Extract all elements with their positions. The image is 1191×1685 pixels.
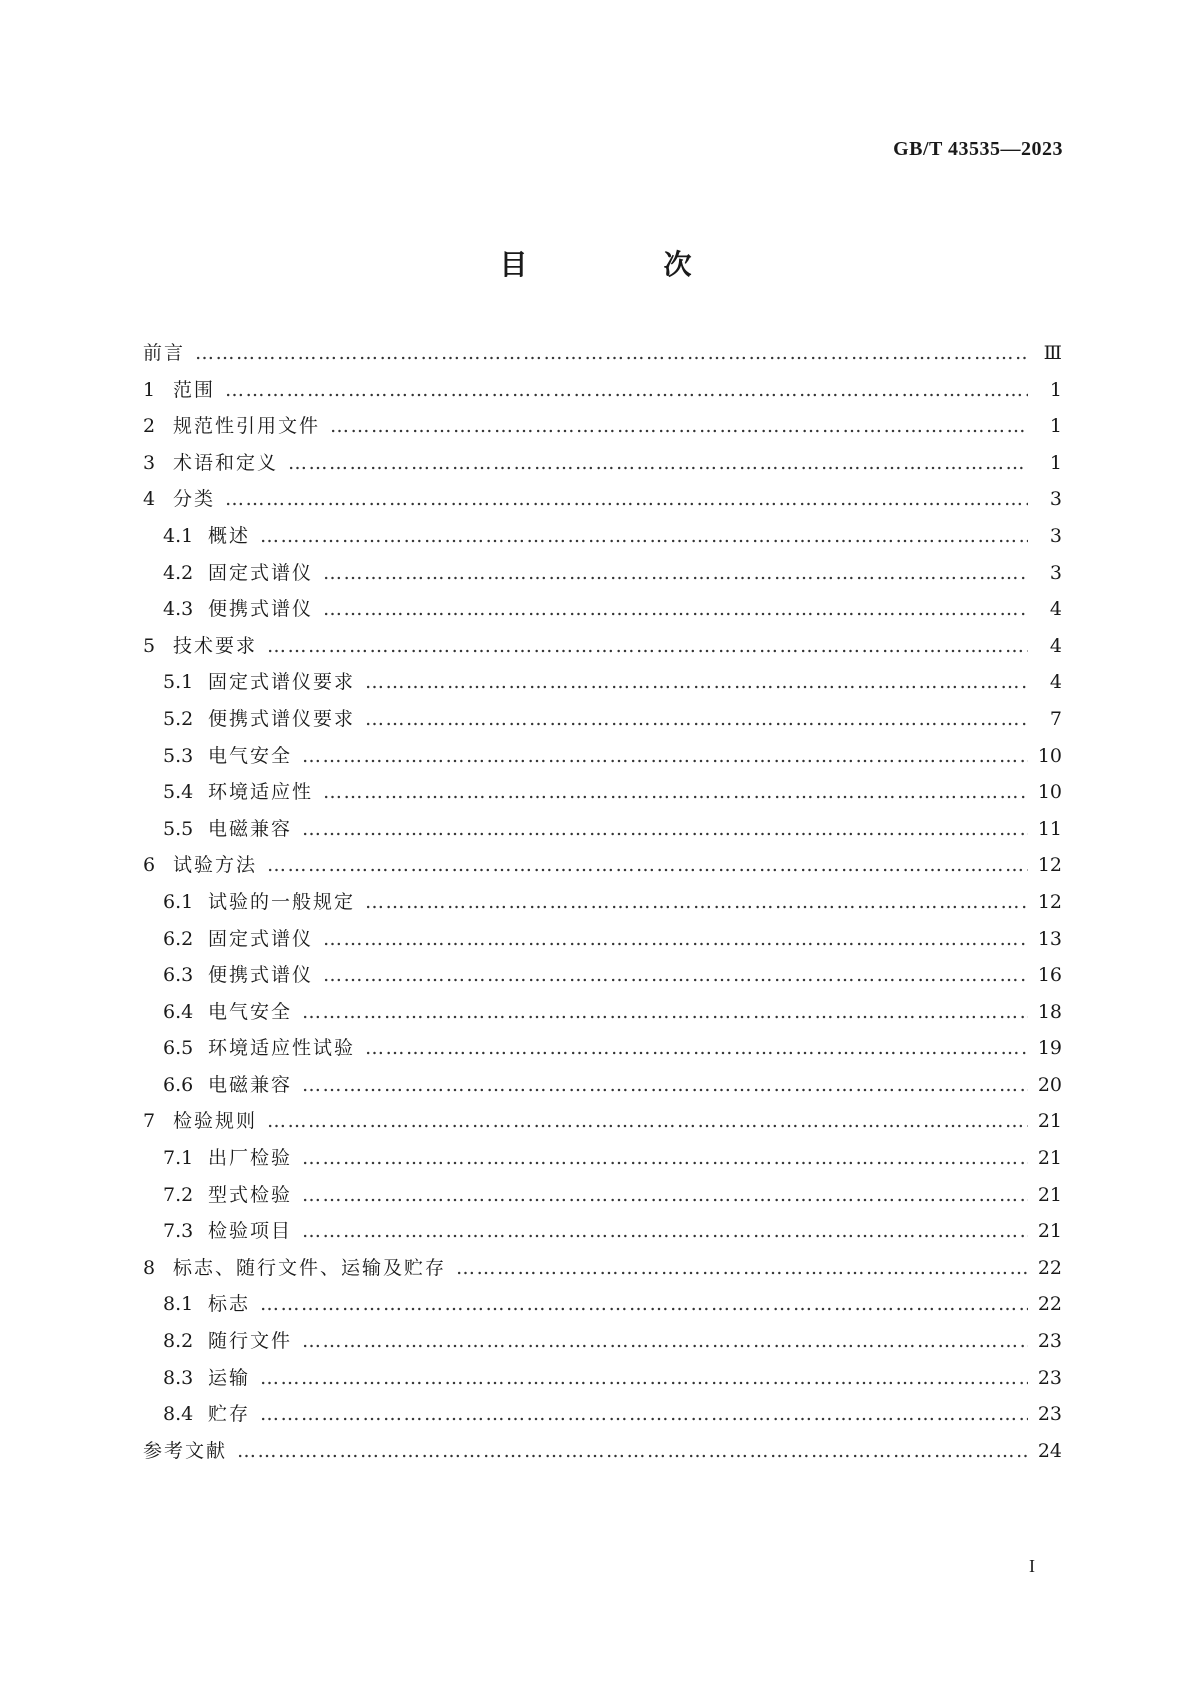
toc-entry-number: 6.4	[163, 1000, 194, 1023]
toc-entry-number: 7.3	[163, 1220, 194, 1243]
toc-entry-page: 11	[1037, 817, 1062, 840]
toc-entry[interactable]	[143, 521, 1062, 558]
toc-entry[interactable]	[143, 887, 1062, 924]
toc-dot-leader	[302, 818, 1028, 840]
toc-entry-page: 23	[1037, 1330, 1062, 1353]
toc-entry-number: 6.1	[163, 890, 194, 913]
toc-entry[interactable]	[143, 1070, 1062, 1107]
toc-entry-page: 24	[1037, 1439, 1062, 1462]
toc-entry[interactable]	[143, 1289, 1062, 1326]
toc-dot-leader	[260, 1403, 1028, 1425]
toc-entry[interactable]	[143, 1363, 1062, 1400]
toc-entry-page: 16	[1037, 964, 1062, 987]
toc-entry-number: 7.1	[163, 1147, 194, 1170]
document-code: GB/T 43535—2023	[893, 138, 1063, 160]
toc-entry-page: 1	[1049, 378, 1062, 401]
toc-dot-leader	[323, 562, 1028, 584]
toc-entry[interactable]	[143, 1326, 1062, 1363]
toc-entry-number: 7.2	[163, 1183, 194, 1206]
toc-entry-page: 21	[1037, 1110, 1062, 1133]
toc-entry[interactable]	[143, 1436, 1062, 1473]
toc-entry-number: 5	[143, 634, 156, 657]
toc-entry-label: 便携式谱仪要求	[208, 707, 356, 730]
toc-entry-label: 随行文件	[208, 1330, 293, 1353]
toc-entry-page: 10	[1037, 781, 1062, 804]
toc-entry-page: 23	[1037, 1403, 1062, 1426]
toc-entry-label: 标志、随行文件、运输及贮存	[173, 1256, 447, 1279]
toc-entry-label: 试验的一般规定	[208, 890, 356, 913]
toc-entry-page: 4	[1049, 671, 1062, 694]
toc-entry-number: 6.2	[163, 927, 194, 950]
toc-entry-number: 5.3	[163, 744, 194, 767]
toc-entry-label: 环境适应性试验	[208, 1037, 356, 1060]
toc-entry-page: 19	[1037, 1037, 1062, 1060]
toc-entry-label: 固定式谱仪	[208, 927, 314, 950]
toc-entry-number: 7	[143, 1110, 156, 1133]
toc-entry-label: 范围	[173, 378, 216, 401]
toc-entry-label: 固定式谱仪	[208, 561, 314, 584]
toc-dot-leader	[302, 1147, 1028, 1169]
toc-entry-page: 10	[1037, 744, 1062, 767]
toc-dot-leader	[260, 525, 1028, 547]
toc-dot-leader	[456, 1257, 1028, 1279]
toc-dot-leader	[267, 635, 1028, 657]
toc-dot-leader	[302, 1001, 1028, 1023]
toc-entry-number: 6.3	[163, 964, 194, 987]
toc-dot-leader	[288, 452, 1028, 474]
toc-entry[interactable]	[143, 777, 1062, 814]
page-number: I	[1029, 1556, 1035, 1576]
toc-entry-label: 贮存	[208, 1403, 251, 1426]
toc-entry[interactable]	[143, 1143, 1062, 1180]
toc-dot-leader	[225, 379, 1028, 401]
toc-entry-label: 试验方法	[173, 854, 258, 877]
toc-entry-label: 电磁兼容	[208, 1073, 293, 1096]
toc-entry-label: 固定式谱仪要求	[208, 671, 356, 694]
toc-entry[interactable]	[143, 631, 1062, 668]
toc-dot-leader	[260, 1293, 1028, 1315]
toc-entry-label: 概述	[208, 524, 251, 547]
toc-entry[interactable]	[143, 1180, 1062, 1217]
toc-entry[interactable]	[143, 375, 1062, 412]
toc-entry-label: 术语和定义	[173, 451, 279, 474]
toc-entry[interactable]	[143, 338, 1062, 375]
toc-entry[interactable]	[143, 741, 1062, 778]
toc-entry-page: 4	[1049, 634, 1062, 657]
toc-entry[interactable]	[143, 850, 1062, 887]
toc-entry-page: 21	[1037, 1147, 1062, 1170]
toc-entry[interactable]	[143, 594, 1062, 631]
toc-entry-number: 8.3	[163, 1366, 194, 1389]
toc-entry-page: 1	[1049, 415, 1062, 438]
toc-dot-leader	[365, 891, 1028, 913]
toc-dot-leader	[323, 964, 1028, 986]
toc-entry-page: 18	[1037, 1000, 1062, 1023]
toc-dot-leader	[195, 342, 1028, 364]
toc-dot-leader	[365, 708, 1028, 730]
toc-entry-number: 5.1	[163, 671, 194, 694]
toc-entry-label: 标志	[208, 1293, 251, 1316]
toc-entry-number: 5.4	[163, 781, 194, 804]
toc-entry-number: 2	[143, 415, 156, 438]
toc-entry-number: 4.2	[163, 561, 194, 584]
toc-dot-leader	[267, 1110, 1028, 1132]
toc-entry[interactable]	[143, 448, 1062, 485]
toc-entry-page: 23	[1037, 1366, 1062, 1389]
toc-entry[interactable]	[143, 814, 1062, 851]
toc-entry[interactable]	[143, 1399, 1062, 1436]
toc-entry-label: 规范性引用文件	[173, 415, 321, 438]
page-title: 目 次	[499, 248, 746, 281]
toc-entry-number: 3	[143, 451, 156, 474]
toc-entry[interactable]	[143, 997, 1062, 1034]
toc-entry-label: 技术要求	[173, 634, 258, 657]
toc-entry[interactable]	[143, 558, 1062, 595]
toc-entry-page: 22	[1037, 1293, 1062, 1316]
toc-entry[interactable]	[143, 960, 1062, 997]
toc-dot-leader	[323, 928, 1028, 950]
toc-dot-leader	[302, 1184, 1028, 1206]
toc-entry[interactable]	[143, 1106, 1062, 1143]
toc-entry-page: 12	[1037, 890, 1062, 913]
toc-dot-leader	[365, 1037, 1028, 1059]
toc-entry-label: 环境适应性	[208, 781, 314, 804]
toc-entry[interactable]	[143, 411, 1062, 448]
toc-dot-leader	[302, 745, 1028, 767]
toc-entry-page: 3	[1049, 561, 1062, 584]
toc-dot-leader	[267, 854, 1028, 876]
table-of-contents	[143, 338, 1062, 1472]
toc-dot-leader	[225, 488, 1028, 510]
toc-entry-page: 22	[1037, 1256, 1062, 1279]
toc-entry-page: 4	[1049, 598, 1062, 621]
toc-entry-page: 13	[1037, 927, 1062, 950]
toc-entry-page: 3	[1049, 524, 1062, 547]
toc-dot-leader	[330, 415, 1028, 437]
toc-entry-label: 便携式谱仪	[208, 598, 314, 621]
toc-entry-page: 3	[1049, 488, 1062, 511]
toc-entry-label: 检验规则	[173, 1110, 258, 1133]
toc-dot-leader	[323, 781, 1028, 803]
toc-entry-number: 8	[143, 1256, 156, 1279]
toc-entry-number: 6.6	[163, 1073, 194, 1096]
toc-entry-page: Ⅲ	[1043, 342, 1062, 364]
toc-entry-label: 检验项目	[208, 1220, 293, 1243]
toc-entry-page: 1	[1049, 451, 1062, 474]
toc-entry-number: 4	[143, 488, 156, 511]
toc-entry[interactable]	[143, 1033, 1062, 1070]
toc-entry-number: 8.1	[163, 1293, 194, 1316]
toc-entry-number: 8.2	[163, 1330, 194, 1353]
toc-entry-label: 前言	[143, 342, 186, 364]
toc-entry[interactable]	[143, 484, 1062, 521]
toc-dot-leader	[323, 598, 1028, 620]
toc-entry-page: 21	[1037, 1183, 1062, 1206]
toc-entry-number: 5.5	[163, 817, 194, 840]
toc-dot-leader	[302, 1220, 1028, 1242]
toc-entry-label: 型式检验	[208, 1183, 293, 1206]
toc-entry-page: 20	[1037, 1073, 1062, 1096]
toc-entry-page: 7	[1049, 707, 1062, 730]
toc-dot-leader	[302, 1074, 1028, 1096]
toc-dot-leader	[237, 1440, 1028, 1462]
toc-entry-label: 出厂检验	[208, 1147, 293, 1170]
toc-entry-number: 1	[143, 378, 156, 401]
toc-dot-leader	[365, 671, 1028, 693]
toc-entry-label: 电磁兼容	[208, 817, 293, 840]
toc-entry-page: 12	[1037, 854, 1062, 877]
toc-entry-number: 8.4	[163, 1403, 194, 1426]
toc-entry[interactable]	[143, 1216, 1062, 1253]
toc-entry-label: 便携式谱仪	[208, 964, 314, 987]
toc-entry-label: 分类	[173, 488, 216, 511]
toc-entry-label: 电气安全	[208, 1000, 293, 1023]
toc-entry-number: 6	[143, 854, 156, 877]
toc-dot-leader	[302, 1330, 1028, 1352]
toc-entry[interactable]	[143, 667, 1062, 704]
toc-entry-label: 参考文献	[143, 1439, 228, 1462]
toc-entry-number: 6.5	[163, 1037, 194, 1060]
toc-entry[interactable]	[143, 924, 1062, 961]
toc-entry-number: 4.3	[163, 598, 194, 621]
toc-entry-number: 5.2	[163, 707, 194, 730]
toc-dot-leader	[260, 1367, 1028, 1389]
toc-entry[interactable]	[143, 704, 1062, 741]
toc-entry-number: 4.1	[163, 524, 194, 547]
toc-entry-page: 21	[1037, 1220, 1062, 1243]
toc-entry-label: 运输	[208, 1366, 251, 1389]
toc-entry[interactable]	[143, 1253, 1062, 1290]
toc-entry-label: 电气安全	[208, 744, 293, 767]
